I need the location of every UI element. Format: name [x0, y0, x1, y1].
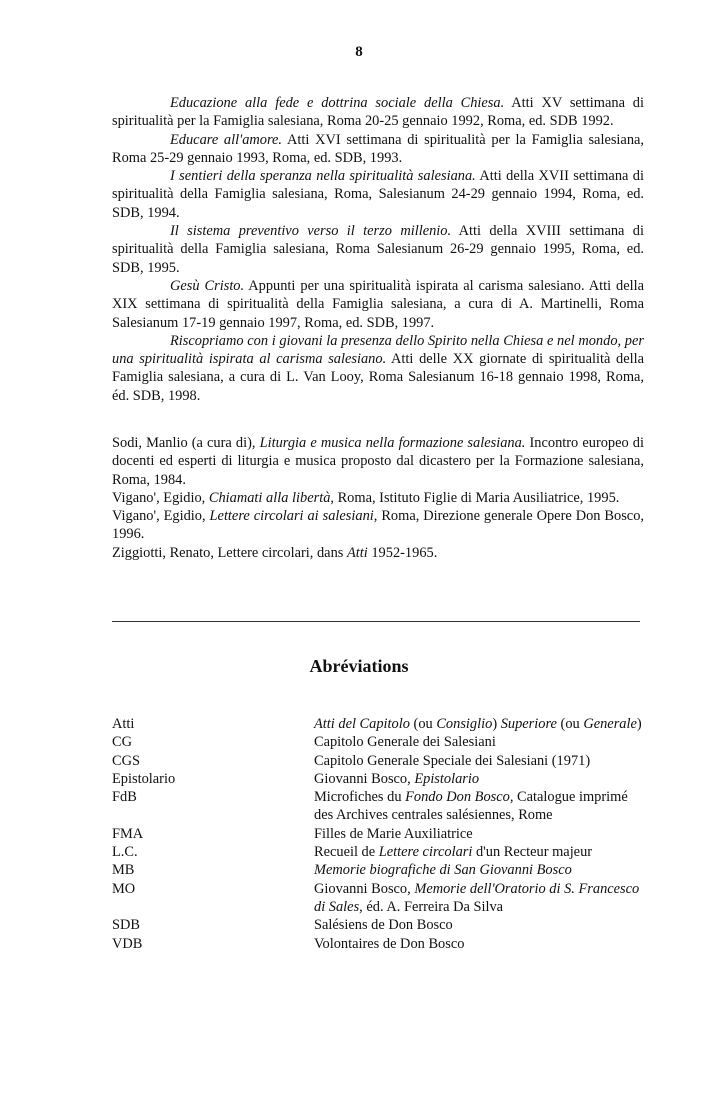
text-run: , Catalogue imprimé des Archives centrales salésiennes, Rome	[314, 789, 628, 824]
text-run: Atti della XVIII settimana di spiritualità della Famiglia salesiana, Roma Salesianum 26-29 gennaio 1995, Roma, ed. SDB, 1995.	[112, 223, 644, 276]
bibliography-entry	[112, 167, 644, 222]
italic-text-run: Educazione alla fede e dottrina sociale della Chiesa.	[170, 95, 505, 111]
text-run: Recueil de	[314, 844, 379, 861]
abbreviation-row	[112, 770, 644, 788]
abbreviation-row	[112, 715, 644, 733]
abbreviation-row	[112, 880, 644, 917]
text-run: Giovanni Bosco,	[314, 770, 415, 787]
abbreviation-definition	[314, 715, 644, 733]
abbreviations-table-body	[112, 715, 644, 953]
italic-text-run: Memorie biografiche di San Giovanni Bosco	[314, 862, 572, 879]
abbreviation-definition	[314, 752, 644, 770]
bibliography-entry	[112, 131, 644, 168]
text-run: Appunti per una spiritualità ispirata al carisma salesiano. Atti della XIX settimana di spiritualità della Famiglia salesiana, a cura di A. Martinelli, Roma Salesianum 17-19 gennaio 1997, Roma, ed. SDB, 1997.	[112, 277, 644, 331]
bibliography-entry	[112, 489, 644, 507]
abbreviation-term: SDB	[112, 917, 140, 934]
text-run: Giovanni Bosco,	[314, 880, 415, 897]
italic-text-run: Educare all'amore.	[170, 131, 283, 148]
text-run: Microfiches du	[314, 789, 406, 806]
text-run: Atti XV settimana di spiritualità per la Famiglia salesiana, Roma 20-25 gennaio 1992, Roma, ed. SDB 1992.	[112, 95, 644, 130]
bibliography-entry	[112, 94, 644, 131]
italic-text-run: Generale	[583, 716, 637, 732]
abbreviation-term: FMA	[112, 825, 144, 842]
text-run: Vigano', Egidio,	[112, 508, 210, 525]
abbreviation-definition	[314, 733, 644, 751]
italic-text-run: Il sistema preventivo verso il terzo millenio.	[170, 223, 452, 240]
abbreviation-term: MO	[112, 880, 136, 897]
abbreviation-row	[112, 935, 644, 953]
text-run: Capitolo Generale dei Salesiani	[314, 734, 496, 751]
bibliography-entry	[112, 277, 644, 332]
italic-text-run: Atti	[346, 544, 368, 561]
text-run: (ou	[409, 716, 437, 732]
italic-text-run: I sentieri della speranza nella spiritualità salesiana.	[170, 168, 476, 185]
abbreviation-term: L.C.	[112, 844, 138, 861]
abbreviation-row	[112, 825, 644, 843]
abbreviation-definition	[314, 861, 644, 879]
text-run: Atti XVI settimana di spiritualità per la Famiglia salesiana, Roma 25-29 gennaio 1993, Roma, ed. SDB, 1993.	[112, 131, 644, 166]
abbreviation-definition	[314, 825, 644, 843]
italic-text-run: Lettere circolari	[378, 844, 473, 861]
abbreviation-definition	[314, 880, 644, 917]
italic-text-run: Chiamati alla libertà	[208, 489, 331, 506]
abbreviation-term: FdB	[112, 789, 137, 806]
abbreviation-row	[112, 733, 644, 751]
abbreviation-term: VDB	[112, 935, 143, 952]
italic-text-run: Gesù Cristo.	[170, 277, 245, 294]
abbreviation-row	[112, 916, 644, 934]
bibliography-entry	[112, 222, 644, 277]
text-run: (ou	[556, 716, 584, 732]
abbreviations-heading: Abréviations	[309, 656, 409, 676]
text-run: Vigano', Egidio,	[112, 489, 209, 506]
italic-text-run: Riscopriamo con i giovani la presenza dello Spirito nella Chiesa e nel mondo, per una spiritualità ispirata al carisma salesiano.	[112, 332, 644, 368]
abbreviations-table	[112, 715, 644, 953]
abbreviation-term: Epistolario	[112, 770, 176, 787]
bibliography-entry	[112, 507, 644, 544]
text-run: , Roma, Istituto Figlie di Maria Ausiliatrice, 1995.	[330, 489, 620, 506]
text-run: )	[636, 716, 642, 732]
text-run: Salésiens de Don Bosco	[314, 917, 453, 934]
bibliography-entry	[112, 544, 644, 562]
abbreviation-term: CG	[112, 734, 132, 751]
italic-text-run: Superiore	[500, 716, 557, 732]
italic-text-run: Consiglio	[436, 716, 493, 732]
text-run: Volontaires de Don Bosco	[314, 935, 465, 952]
abbreviation-definition	[314, 916, 644, 934]
text-run: Ziggiotti, Renato, Lettere circolari, dans	[112, 544, 347, 561]
abbreviation-definition	[314, 843, 644, 861]
italic-text-run: Liturgia e musica nella formazione salesiana.	[259, 435, 526, 451]
text-run: Capitolo Generale Speciale dei Salesiani (1971)	[314, 752, 591, 769]
text-run: Sodi, Manlio (a cura di),	[112, 435, 260, 451]
abbreviation-term: MB	[112, 862, 135, 879]
text-run: )	[492, 716, 501, 732]
text-run: Atti della XVII settimana di spiritualità della Famiglia salesiana, Roma, Salesianum 24-29 gennaio 1994, Roma, ed. SDB, 1994.	[112, 168, 644, 221]
text-run: Filles de Marie Auxiliatrice	[314, 825, 473, 842]
text-run: Incontro europeo di docenti ed esperti di liturgia e musica proposto dal dicastero per la Formazione salesiana, Roma, 1984.	[112, 435, 644, 488]
abbreviation-row	[112, 788, 644, 825]
bibliography-section-authors	[112, 434, 644, 562]
abbreviation-definition	[314, 770, 644, 788]
abbreviation-term: Atti	[112, 716, 135, 732]
italic-text-run: Fondo Don Bosco	[405, 789, 510, 806]
italic-text-run: Memorie dell'Oratorio di S. Francesco di Sales	[314, 880, 640, 915]
bibliography-entry	[112, 332, 644, 405]
section-divider	[112, 621, 640, 622]
text-run: , Roma, Direzione generale Opere Don Bosco, 1996.	[112, 508, 644, 543]
text-run: d'un Recteur majeur	[472, 844, 593, 861]
abbreviation-row	[112, 752, 644, 770]
italic-text-run: Epistolario	[414, 770, 480, 787]
abbreviation-definition	[314, 788, 644, 825]
page-number: 8	[355, 44, 363, 60]
bibliography-entry	[112, 434, 644, 489]
text-run: 1952-1965.	[367, 544, 438, 561]
abbreviation-definition	[314, 935, 644, 953]
abbreviation-term: CGS	[112, 752, 140, 769]
abbreviation-row	[112, 843, 644, 861]
text-run: , éd. A. Ferreira Da Silva	[359, 898, 504, 915]
italic-text-run: Lettere circolari ai salesiani	[209, 508, 374, 525]
text-run: Atti delle XX giornate di spiritualità della Famiglia salesiana, a cura di L. Van Looy, Roma Salesianum 16-18 gennaio 1998, Roma, éd. SDB, 1998.	[112, 351, 644, 404]
abbreviation-row	[112, 861, 644, 879]
italic-text-run: Atti del Capitolo	[314, 716, 410, 732]
bibliography-section-collections	[112, 94, 644, 405]
